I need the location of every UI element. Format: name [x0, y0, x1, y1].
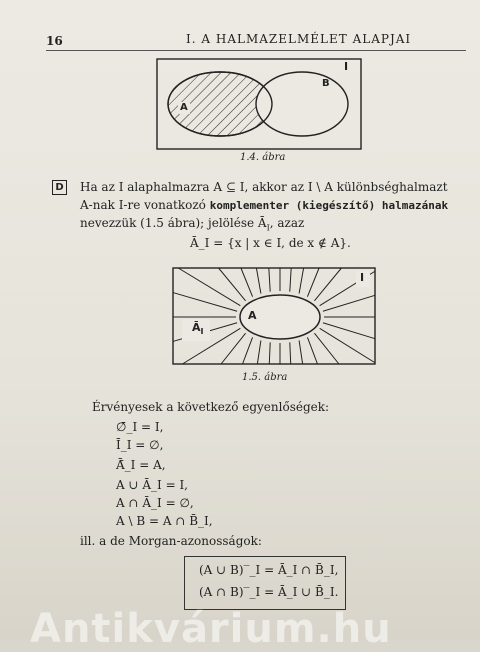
definition-line-3-text: nevezzük (1.5 ábra); jelölése Ā — [80, 216, 267, 230]
chapter-title: I. A HALMAZELMÉLET ALAPJAI — [186, 32, 412, 46]
page-header — [46, 32, 466, 50]
ray-line — [178, 268, 240, 306]
de-morgan-box — [184, 556, 346, 610]
identities-intro: Érvényesek a következő egyenlőségek: — [92, 400, 330, 414]
set-b-ellipse — [256, 72, 348, 136]
identity-line: A \ B = A ∩ B̄_I, — [116, 514, 213, 528]
header-rule — [46, 50, 466, 51]
identity-line: Ī_I = ∅, — [116, 438, 164, 452]
fig2-label-a: A — [248, 309, 257, 322]
ray-line — [299, 340, 303, 364]
definition-line-2-text: A-nak I-re vonatkozó — [80, 198, 210, 212]
definition-term: komplementer (kiegészítő) halmazának — [209, 199, 449, 212]
ray-line — [219, 268, 246, 301]
ray-line — [269, 342, 270, 364]
ray-line — [290, 268, 291, 292]
ray-line — [256, 268, 261, 294]
de-morgan-intro: ill. a de Morgan-azonosságok: — [80, 534, 262, 548]
fig2-label-complement — [192, 321, 204, 336]
venn-figure-1-4 — [156, 58, 362, 150]
definition-line-2 — [80, 198, 448, 212]
ray-line — [257, 340, 261, 364]
watermark: Antikvárium.hu — [30, 606, 392, 652]
complement-formula: Ā_I = {x | x ∈ I, de x ∉ A}. — [190, 236, 351, 250]
de-morgan-line: (A ∩ B)‾_I = Ā_I ∪ B̄_I. — [199, 585, 339, 599]
ray-line — [307, 337, 317, 364]
identity-line: A ∪ Ā_I = I, — [116, 478, 188, 492]
ray-line — [323, 323, 375, 339]
fig2-label-i: I — [360, 271, 365, 284]
ray-line — [320, 328, 375, 362]
fig1-label-i: I — [344, 60, 349, 73]
definition-icon: D — [52, 180, 67, 195]
ray-line — [173, 293, 237, 312]
definition-line-3-post: , azaz — [269, 216, 305, 230]
fig1-label-b: B — [322, 78, 330, 89]
page-number: 16 — [46, 34, 63, 48]
de-morgan-line: (A ∪ B)‾_I = Ā_I ∩ B̄_I, — [199, 563, 339, 577]
identity-line: A ∩ Ā_I = ∅, — [116, 496, 194, 510]
ray-line — [307, 268, 319, 297]
identity-line: Ā̄_I = A, — [116, 458, 166, 472]
fig1-label-a: A — [180, 102, 188, 113]
ray-line — [290, 342, 291, 364]
ray-line — [269, 268, 270, 292]
ray-line — [323, 295, 375, 311]
definition-line-3 — [80, 216, 304, 232]
ray-line — [314, 268, 341, 301]
figure-1-4-caption: 1.4. ábra — [240, 152, 286, 163]
fig2-complement-sub: I — [200, 327, 204, 337]
figure-1-5-caption: 1.5. ábra — [242, 372, 288, 383]
fig2-complement-letter: Ā — [192, 321, 201, 334]
ray-line — [241, 268, 253, 297]
ray-line — [243, 337, 253, 364]
complement-figure-1-5 — [172, 267, 376, 365]
complement-figure-svg — [172, 267, 376, 365]
identity-line: ∅̄_I = I, — [116, 420, 164, 434]
definition-line-1: Ha az I alaphalmazra A ⊆ I, akkor az I \ A különbséghalmazt — [80, 180, 448, 194]
ray-line — [299, 268, 304, 294]
definition-line-3-sub: I — [266, 223, 270, 233]
